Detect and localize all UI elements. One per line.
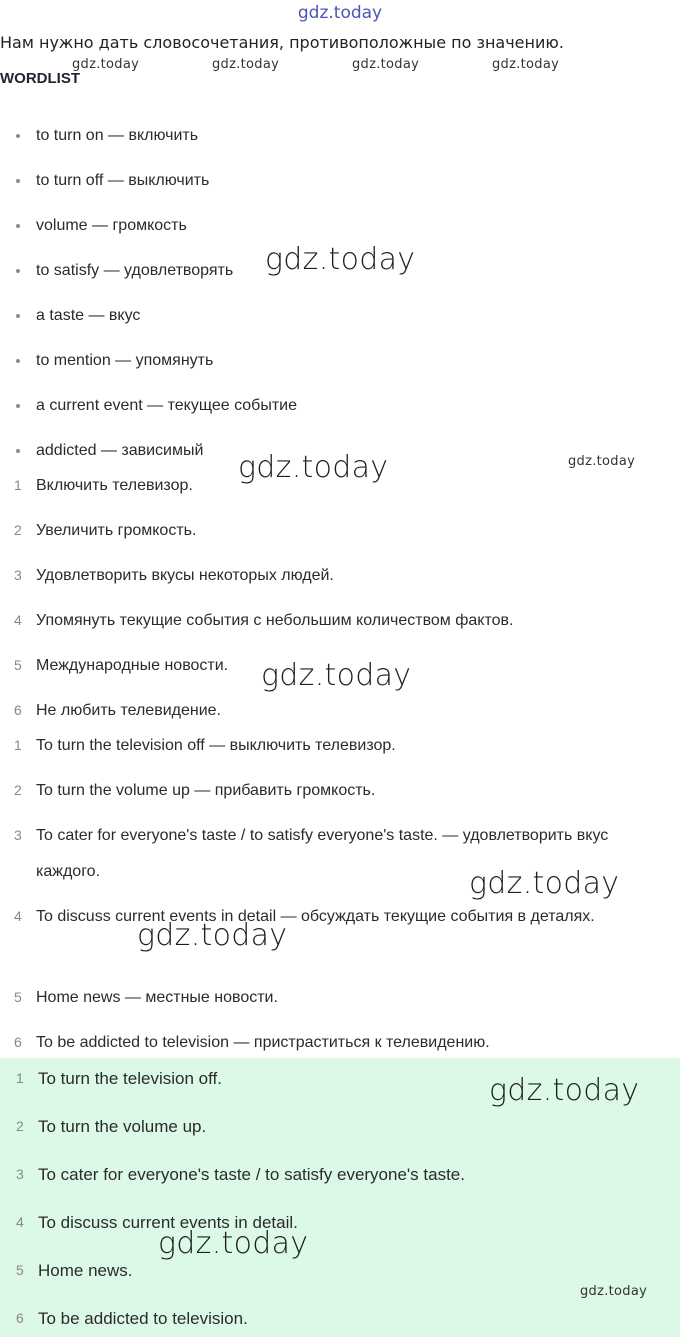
watermark: gdz.today bbox=[137, 918, 288, 953]
watermark: gdz.today bbox=[265, 242, 416, 277]
site-header-link[interactable]: gdz.today bbox=[297, 3, 383, 23]
bullet-icon bbox=[16, 134, 20, 138]
watermark: gdz.today bbox=[580, 1284, 648, 1299]
bullet-icon bbox=[16, 404, 20, 408]
watermark: gdz.today bbox=[158, 1226, 309, 1261]
watermark: gdz.today bbox=[212, 57, 280, 72]
bullet-icon bbox=[16, 314, 20, 318]
wordlist-title: WORDLIST bbox=[0, 70, 80, 87]
bullet-icon bbox=[16, 359, 20, 363]
watermark: gdz.today bbox=[261, 658, 412, 693]
watermark: gdz.today bbox=[238, 450, 389, 485]
answers-box: 1 To turn the television off. 2 To turn the volume up. 3 To cater for everyone's taste / to satisfy everyone's taste. 4 To discuss current events in detail. 5 Home news. 6 To be addicted to television. bbox=[0, 1058, 680, 1337]
watermark: gdz.today bbox=[469, 866, 620, 901]
intro-text: Нам нужно дать словосочетания, противоположные по значению. bbox=[0, 33, 564, 52]
bullet-icon bbox=[16, 224, 20, 228]
bullet-icon bbox=[16, 449, 20, 453]
watermark: gdz.today bbox=[492, 57, 560, 72]
bullet-icon bbox=[16, 269, 20, 273]
watermark: gdz.today bbox=[72, 57, 140, 72]
watermark: gdz.today bbox=[568, 454, 636, 469]
bullet-icon bbox=[16, 179, 20, 183]
watermark: gdz.today bbox=[489, 1073, 640, 1108]
watermark: gdz.today bbox=[352, 57, 420, 72]
